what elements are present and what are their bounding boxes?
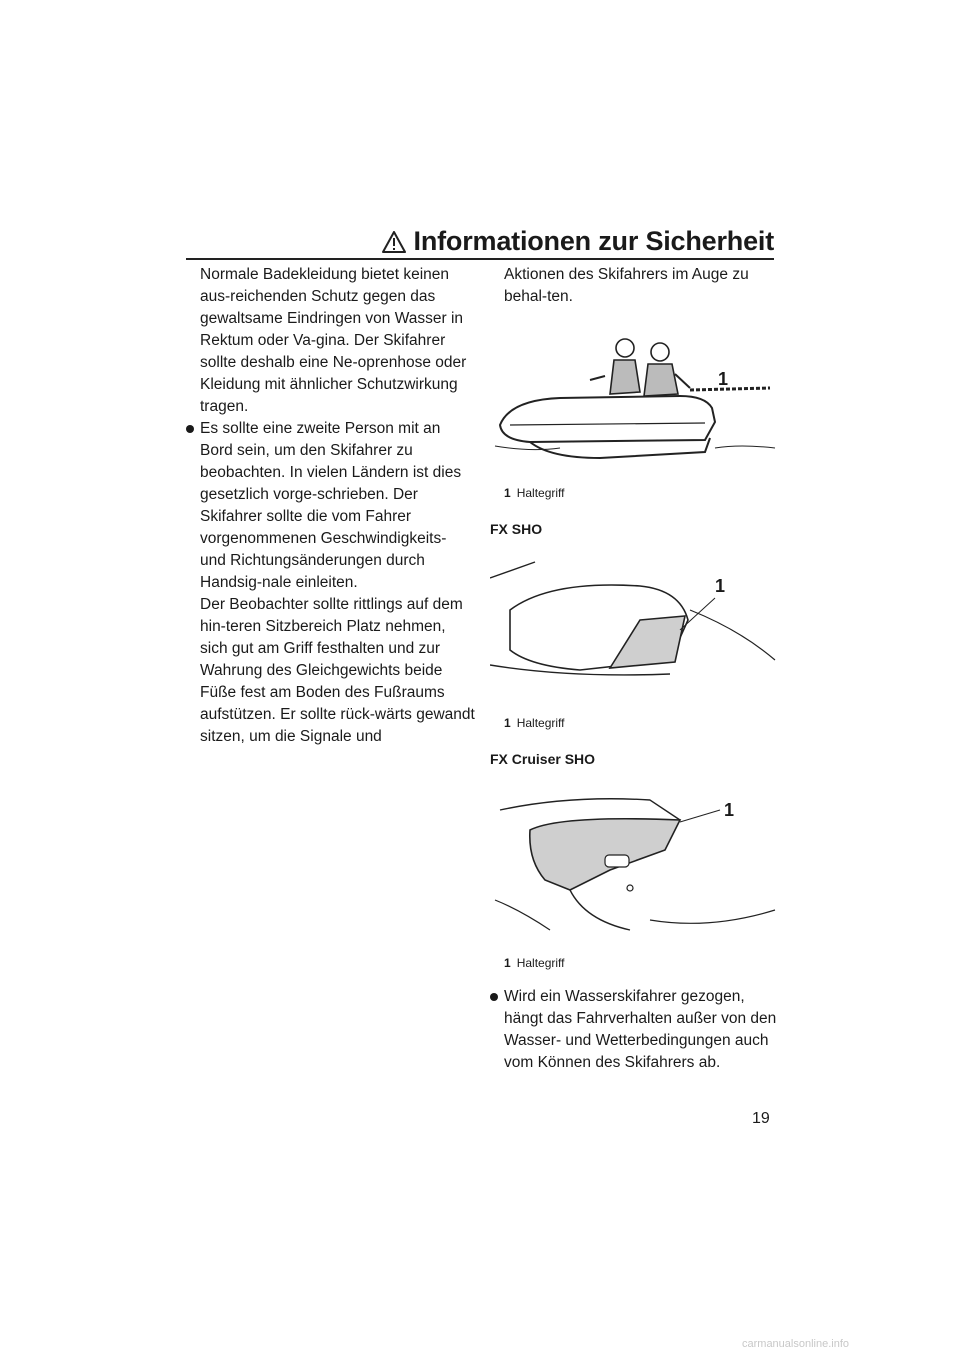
figure1-caption: [504, 482, 780, 504]
page-title: Informationen zur Sicherheit: [413, 226, 774, 256]
figure3-caption: [504, 952, 780, 974]
figure2-caption: [504, 712, 780, 734]
right-column: [490, 264, 780, 1074]
bullet-observer: Es sollte eine zweite Person mit an Bord sein, um den Skifahrer zu beobachten. In vielen Ländern ist dies gesetzlich vorge-schrieben. Der Skifahrer sollte die vom Fahrer vorgenommenen Geschwindigkeits- und Richtungsänderungen durch Handsig-nale einleiten.: [186, 418, 476, 594]
subheading-fx-cruiser-sho: FX Cruiser SHO: [490, 751, 596, 767]
fx-sho-handle-illustration: [490, 550, 780, 710]
caption2-number: 1: [504, 716, 511, 730]
figure-riders: [490, 330, 780, 480]
caption1-text: Haltegriff: [516, 486, 565, 500]
page-header: [186, 222, 774, 260]
caption3-number: 1: [504, 956, 511, 970]
paragraph-swimwear: Normale Badekleidung bietet keinen aus-reichenden Schutz gegen das gewaltsame Eindringen von Wasser in Rektum oder Va-gina. Der Skifahrer sollte deshalb eine Ne-oprenhose oder Kleidung mit ähnlicher Schutzwirkung tragen.: [200, 266, 467, 415]
figure2-callout: 1: [715, 576, 726, 596]
figure-fx-sho: [490, 550, 780, 710]
jetski-riders-illustration: [490, 330, 780, 480]
page-number: 19: [752, 1110, 770, 1127]
fx-cruiser-sho-handle-illustration: [490, 780, 780, 950]
figure3-callout: 1: [724, 800, 735, 820]
subheading-fx-sho: FX SHO: [490, 521, 543, 537]
caption3-text: Haltegriff: [516, 956, 565, 970]
paragraph-observer-position: Der Beobachter sollte rittlings auf dem hin-teren Sitzbereich Platz nehmen, sich gut am Griff festhalten und zur Wahrung des Gleichgewichts beide Füße fest am Boden des Fußraums aufstützen. Er sollte rück-wärts gewandt sitzen, um die Signale und: [200, 596, 475, 745]
bullet-water-skier: Wird ein Wasserskifahrer gezogen, hängt das Fahrverhalten außer von den Wasser- und Wetterbedingungen auch vom Können des Skifahrers ab.: [490, 986, 780, 1074]
paragraph-continued: Aktionen des Skifahrers im Auge zu behal-ten.: [504, 266, 749, 305]
watermark: carmanualsonline.info: [742, 1338, 850, 1350]
left-column: [186, 264, 476, 748]
caption1-number: 1: [504, 486, 511, 500]
figure-fx-cruiser-sho: [490, 780, 780, 950]
caption2-text: Haltegriff: [516, 716, 565, 730]
warning-triangle-icon: [382, 231, 406, 253]
figure1-callout: 1: [718, 369, 729, 389]
